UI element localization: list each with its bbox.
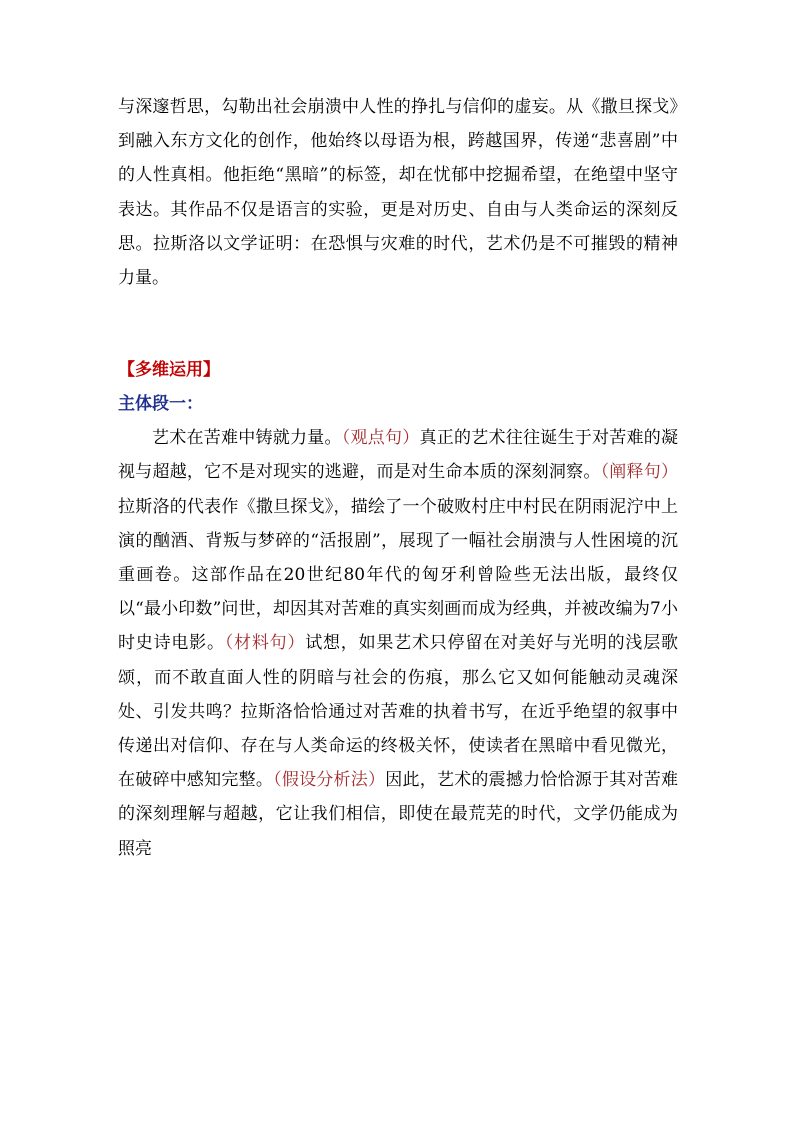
hypothesis-sentence: 试想，如果艺术只停留在对美好与光明的浅层歌颂，而不敢直面人性的阴暗与社会的伤痕，那么它又如何能触动灵魂深处、引发共鸣？拉斯洛恰恰通过对苦难的执着书写，在近乎绝望的叙事中传递出对信仰、存在与人类命运的终极关怀，使读者在黑暗中看见微光，在破碎中感知完整。 (118, 633, 679, 791)
viewpoint-note: （观点句） (341, 428, 420, 449)
material-note: （材料句） (224, 633, 306, 654)
explanation-sentence: 真正的艺术往往诞生于对苦难的凝视与超越，它不是对现实的逃避，而是对生命本质的深刻洞察。 (118, 428, 678, 483)
hypothesis-note: （假设分析法） (273, 770, 386, 791)
viewpoint-sentence: 艺术在苦难中铸就力量。 (152, 428, 342, 449)
intro-paragraph: 与深邃哲思，勾勒出社会崩溃中人性的挣扎与信仰的虚妄。从《撒旦探戈》到融入东方文化的创作，他始终以母语为根，跨越国界，传递“悲喜剧”中的人性真相。他拒绝“黑暗”的标签，却在忧郁中挖掘希望，在绝望中坚守表达。其作品不仅是语言的实验，更是对历史、自由与人类命运的深刻反思。拉斯洛以文学证明：在恐惧与灾难的时代，艺术仍是不可摧毁的精神力量。 (118, 97, 678, 289)
body-paragraph (118, 421, 678, 866)
material-sentence: 拉斯洛的代表作《撒旦探戈》，描绘了一个破败村庄中村民在阴雨泥泞中上演的酗酒、背叛与梦碎的“活报剧”，展现了一幅社会崩溃与人性困境的沉重画卷。这部作品在20世纪80年代的匈牙利曾险些无法出版，最终仅以“最小印数”问世，却因其对苦难的真实刻画而成为经典，并被改编为7小时史诗电影。 (118, 496, 678, 654)
sub-heading: 主体段一： (118, 394, 203, 415)
explanation-note: （阐释句） (600, 462, 678, 483)
conclusion-sentence: 因此，艺术的震撼力恰恰源于其对苦难的深刻理解与超越，它让我们相信，即使在最荒芜的时代，文学仍能成为照亮 (118, 770, 678, 859)
section-heading: 【多维运用】 (118, 360, 220, 381)
document-page (118, 90, 678, 866)
